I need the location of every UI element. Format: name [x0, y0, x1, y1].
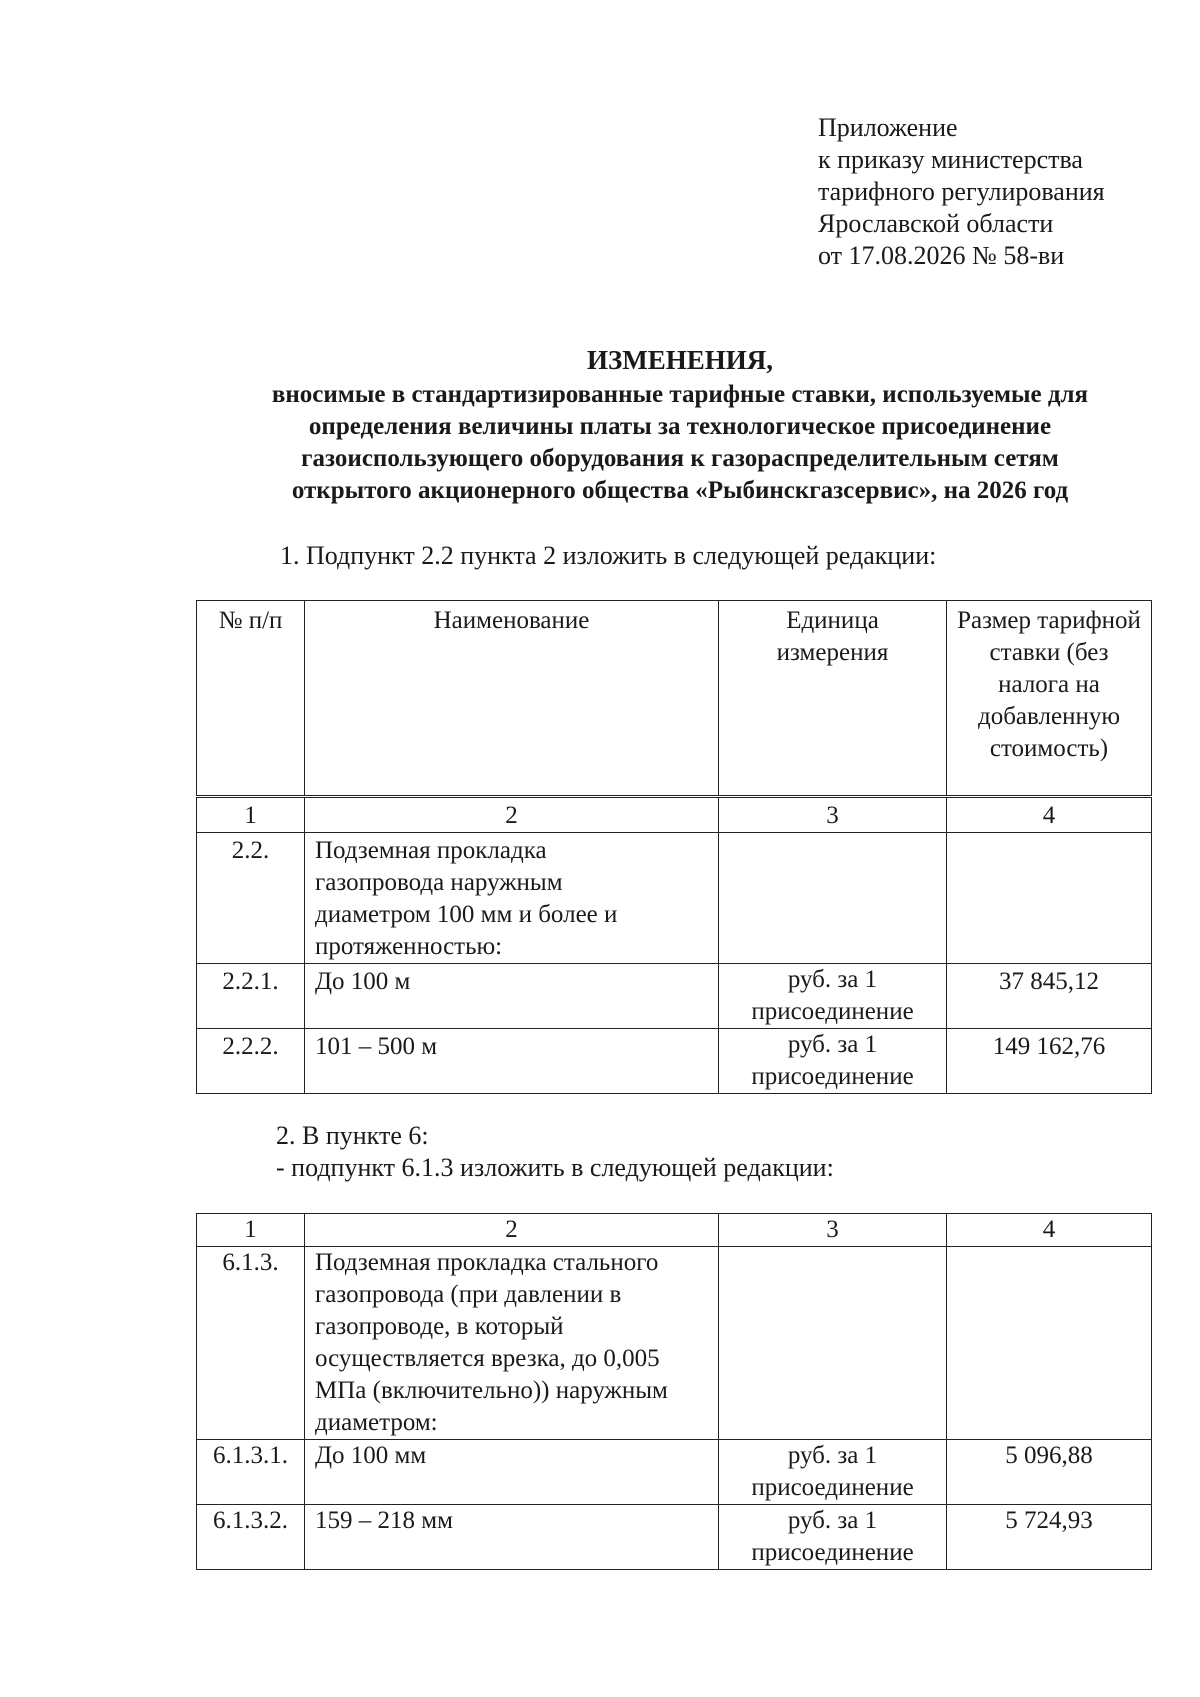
appendix-line: Ярославской области	[818, 209, 1054, 238]
column-number: 2	[305, 1214, 719, 1247]
row-number: 6.1.3.1.	[197, 1440, 305, 1505]
table-header-row	[197, 601, 1152, 797]
row-name: 101 – 500 м	[305, 1029, 719, 1094]
row-value: 5 724,93	[947, 1505, 1152, 1570]
row-name: Подземная прокладка стального газопровода (при давлении в газопроводе, в который осуществляется врезка, до 0,005 МПа (включительно)) наружным диаметром:	[305, 1247, 719, 1440]
table-row	[197, 1505, 1152, 1570]
column-number: 3	[719, 1214, 947, 1247]
appendix-line: тарифного регулирования	[818, 177, 1105, 206]
heading-line: газоиспользующего оборудования к газораспределительным сетям	[301, 445, 1059, 472]
row-number: 6.1.3.	[197, 1247, 305, 1440]
appendix-line: Приложение	[818, 113, 958, 142]
row-name: До 100 мм	[305, 1440, 719, 1505]
tariff-table-2	[196, 1213, 1152, 1570]
table-row	[197, 964, 1152, 1029]
column-number: 3	[719, 797, 947, 833]
row-unit: руб. за 1 присоединение	[719, 964, 947, 1029]
row-name: 159 – 218 мм	[305, 1505, 719, 1570]
table-row	[197, 833, 1152, 964]
row-value	[947, 833, 1152, 964]
table-row	[197, 1440, 1152, 1505]
column-number-row	[197, 797, 1152, 833]
row-unit	[719, 833, 947, 964]
column-number: 4	[947, 797, 1152, 833]
header-unit: Единица измерения	[719, 601, 947, 797]
column-number-row	[197, 1214, 1152, 1247]
appendix-block	[818, 112, 1105, 272]
header-name: Наименование	[305, 601, 719, 797]
table-row	[197, 1247, 1152, 1440]
row-value: 37 845,12	[947, 964, 1152, 1029]
row-unit	[719, 1247, 947, 1440]
row-number: 2.2.1.	[197, 964, 305, 1029]
section-2-line-1: 2. В пункте 6:	[276, 1121, 429, 1150]
document-title: ИЗМЕНЕНИЯ,	[586, 345, 773, 375]
row-unit: руб. за 1 присоединение	[719, 1029, 947, 1094]
row-unit: руб. за 1 присоединение	[719, 1505, 947, 1570]
header-number: № п/п	[197, 601, 305, 797]
section-1-text: 1. Подпункт 2.2 пункта 2 изложить в следующей редакции:	[280, 541, 937, 570]
heading-line: открытого акционерного общества «Рыбинскгазсервис», на 2026 год	[291, 477, 1069, 504]
heading-line: вносимые в стандартизированные тарифные ставки, используемые для	[271, 381, 1089, 408]
row-unit: руб. за 1 присоединение	[719, 1440, 947, 1505]
row-number: 6.1.3.2.	[197, 1505, 305, 1570]
document-heading	[190, 343, 1170, 507]
heading-line: определения величины платы за технологическое присоединение	[308, 413, 1052, 440]
appendix-line: от 17.08.2026 № 58-ви	[818, 241, 1065, 270]
column-number: 2	[305, 797, 719, 833]
appendix-line: к приказу министерства	[818, 145, 1083, 174]
column-number: 4	[947, 1214, 1152, 1247]
row-number: 2.2.2.	[197, 1029, 305, 1094]
column-number: 1	[197, 1214, 305, 1247]
table-row	[197, 1029, 1152, 1094]
row-value: 5 096,88	[947, 1440, 1152, 1505]
column-number: 1	[197, 797, 305, 833]
row-value: 149 162,76	[947, 1029, 1152, 1094]
row-value	[947, 1247, 1152, 1440]
row-number: 2.2.	[197, 833, 305, 964]
header-rate: Размер тарифной ставки (без налога на добавленную стоимость)	[947, 601, 1152, 797]
section-2-line-2: - подпункт 6.1.3 изложить в следующей редакции:	[276, 1153, 834, 1182]
row-name: Подземная прокладка газопровода наружным диаметром 100 мм и более и протяженностью:	[305, 833, 719, 964]
tariff-table-1	[196, 600, 1152, 1094]
row-name: До 100 м	[305, 964, 719, 1029]
